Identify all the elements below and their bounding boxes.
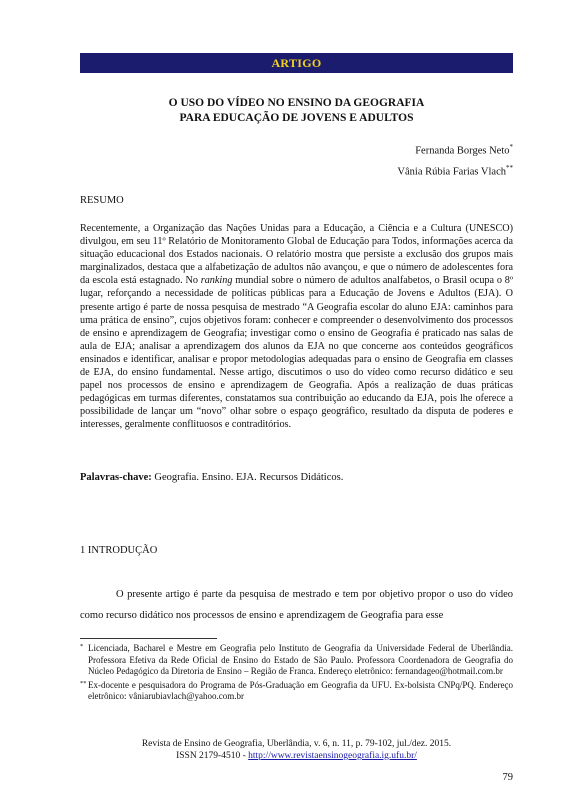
footnote-text: Ex-docente e pesquisadora do Programa de Pós-Graduação em Geografia da UFU. Ex-bolsista CNPq/PQ. Endereço eletrônico: vâniarubiavlach@yahoo.com.br	[88, 679, 513, 702]
section-heading-introduction: 1 INTRODUÇÃO	[80, 545, 158, 556]
footnote-mark: **	[506, 163, 513, 172]
title-line-1: O USO DO VÍDEO NO ENSINO DA GEOGRAFIA	[168, 97, 425, 109]
introduction-paragraph: O presente artigo é parte da pesquisa de mestrado e tem por objetivo propor o uso do vídeo como recurso didático nos processos de ensino e aprendizagem de Geografia para esse	[80, 589, 513, 621]
footnote-divider	[80, 638, 217, 639]
title-line-2: PARA EDUCAÇÃO DE JOVENS E ADULTOS	[179, 112, 414, 124]
issn-line: ISSN 2179-4510 - http://www.revistaensinogeografia.ig.ufu.br/	[176, 751, 417, 761]
footnote-mark: *	[509, 143, 513, 151]
footnote-text: Licenciada, Bacharel e Mestre em Geografia pelo Instituto de Geografia da Universidade Federal de Uberlândia. Professora Efetiva da Rede Oficial de Ensino do Estado de São Paulo. Professora Coordenadora de Geografia do Núcleo Pedagógico da Diretoria de Ensino – Região de Franca. Endereço eletrônico: fernandageo@hotmail.com.br	[88, 643, 513, 677]
keywords-text: Geografia. Ensino. EJA. Recursos Didáticos.	[154, 472, 344, 483]
footnotes	[80, 643, 513, 705]
journal-footer	[80, 738, 513, 762]
author-list	[397, 139, 513, 180]
footnote-mark: **	[80, 679, 87, 687]
abstract-heading: RESUMO	[80, 195, 124, 206]
journal-citation: Revista de Ensino de Geografia, Uberlândia, v. 6, n. 11, p. 79-102, jul./dez. 2015.	[141, 739, 452, 749]
abstract-text: Recentemente, a Organização das Nações Unidas para a Educação, a Ciência e a Cultura (UNESCO) divulgou, em seu 11º Relatório de Monitoramento Global de Educação para Todos, informações acerca da situação educacional dos Estados nacionais. O relatório mostra que persiste a exclusão dos grupos mais marginalizados, destaca que a alfabetização de adultos não avançou, e que o número de adolescentes fora da escola está estagnado. No ranking mundial sobre o número de adultos analfabetos, o Brasil ocupa o 8º lugar, reforçando a necessidade de políticas públicas para a Educação de Jovens e Adultos (EJA). O presente artigo é parte de nossa pesquisa de mestrado “A Geografia escolar do aluno EJA: caminhos para uma prática de ensino”, cujos objetivos foram: conhecer e compreender o desenvolvimento dos processos de ensino e aprendizagem de Geografia; investigar como o ensino de Geografia é praticado nas salas de aula de EJA; analisar a aprendizagem dos alunos da EJA no que concerne aos conteúdos geográficos ensinados e identificar, analisar e propor metodologias adequadas para o ensino de Geografia em classes de EJA, do ensino fundamental. Nesse artigo, discutimos o uso do vídeo como recurso didático e seu papel nos processos de ensino e aprendizagem de Geografia. Após a realização de duas práticas pedagógicas em turmas diferentes, constatamos sua contribuição ao educando da EJA, pois lhe oferece a possibilidade de lançar um “novo” olhar sobre o espaço geográfico, resultado da disputa de poderes e interesses, geralmente conflituosos e contraditórios.	[80, 223, 514, 431]
footnote-mark: *	[80, 643, 84, 650]
journal-website-link[interactable]: http://www.revistaensinogeografia.ig.ufu.br/	[248, 751, 417, 761]
page-number: 79	[502, 772, 513, 783]
section-banner: ARTIGO	[80, 53, 513, 73]
footnote	[80, 643, 513, 678]
author: Vânia Rúbia Farias Vlach**	[397, 163, 513, 177]
footnote	[80, 680, 513, 703]
italic-term: ranking	[200, 275, 233, 287]
keywords	[80, 472, 343, 483]
article-title	[80, 96, 513, 126]
author: Fernanda Borges Neto*	[415, 143, 513, 157]
keywords-label: Palavras-chave:	[80, 472, 152, 483]
